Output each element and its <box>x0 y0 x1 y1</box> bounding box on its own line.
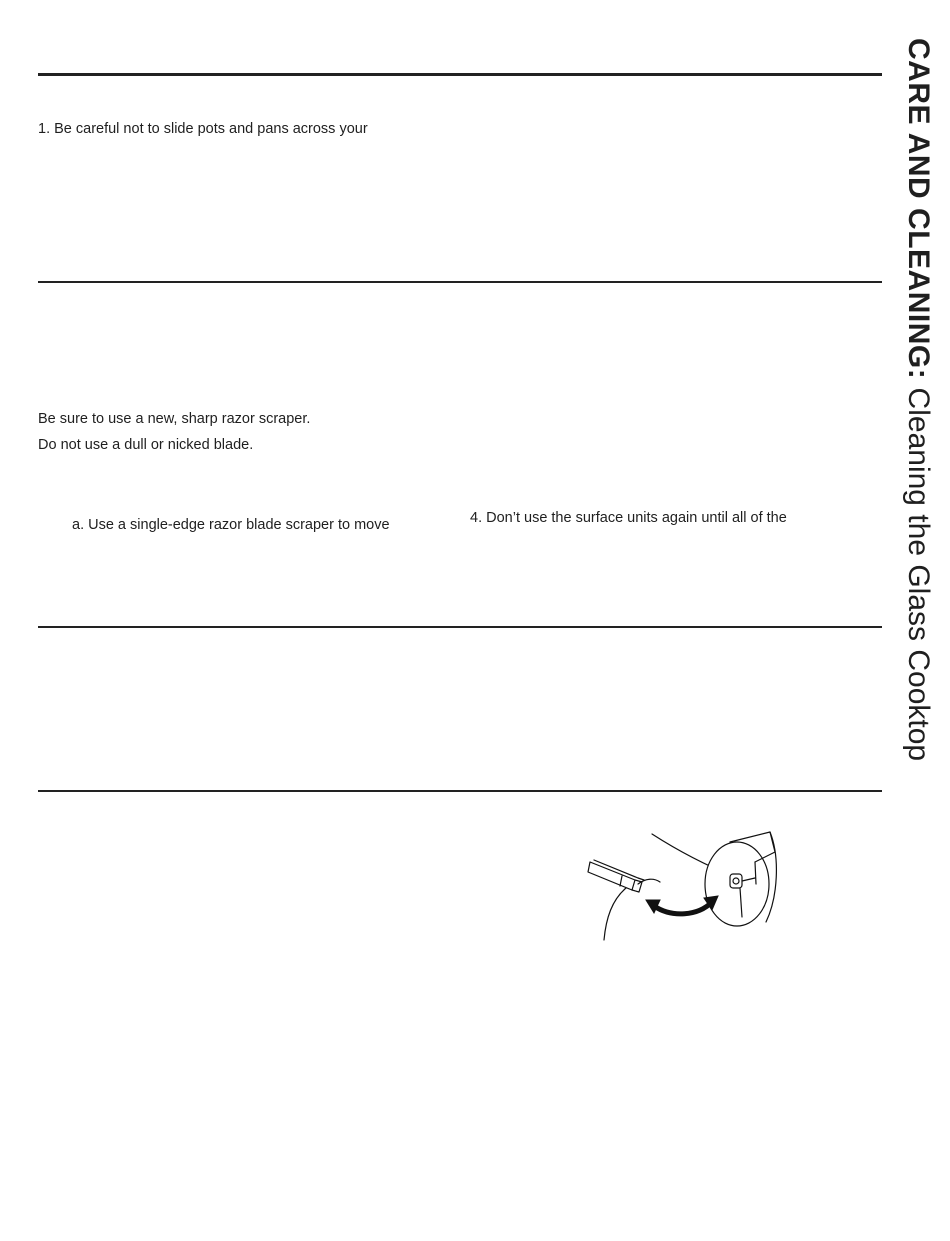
section-rule-3 <box>38 626 882 628</box>
razor-note-line-2: Do not use a dull or nicked blade. <box>38 437 254 453</box>
side-title-bold: CARE AND CLEANING: <box>902 38 935 380</box>
section-rule-top <box>38 73 882 76</box>
razor-note-line-1: Be sure to use a new, sharp razor scraper. <box>38 411 311 427</box>
scraper-knob-illustration <box>580 822 790 952</box>
step-1-text: 1. Be careful not to slide pots and pans across your <box>38 121 368 137</box>
scraper-knob-icon <box>580 822 790 947</box>
section-rule-2 <box>38 281 882 283</box>
section-rule-4 <box>38 790 882 792</box>
step-4-text: 4. Don’t use the surface units again until all of the <box>470 510 787 526</box>
step-a-text: a. Use a single-edge razor blade scraper to move <box>72 517 390 533</box>
side-title-light: Cleaning the Glass Cooktop <box>902 379 935 762</box>
side-title <box>898 38 938 761</box>
